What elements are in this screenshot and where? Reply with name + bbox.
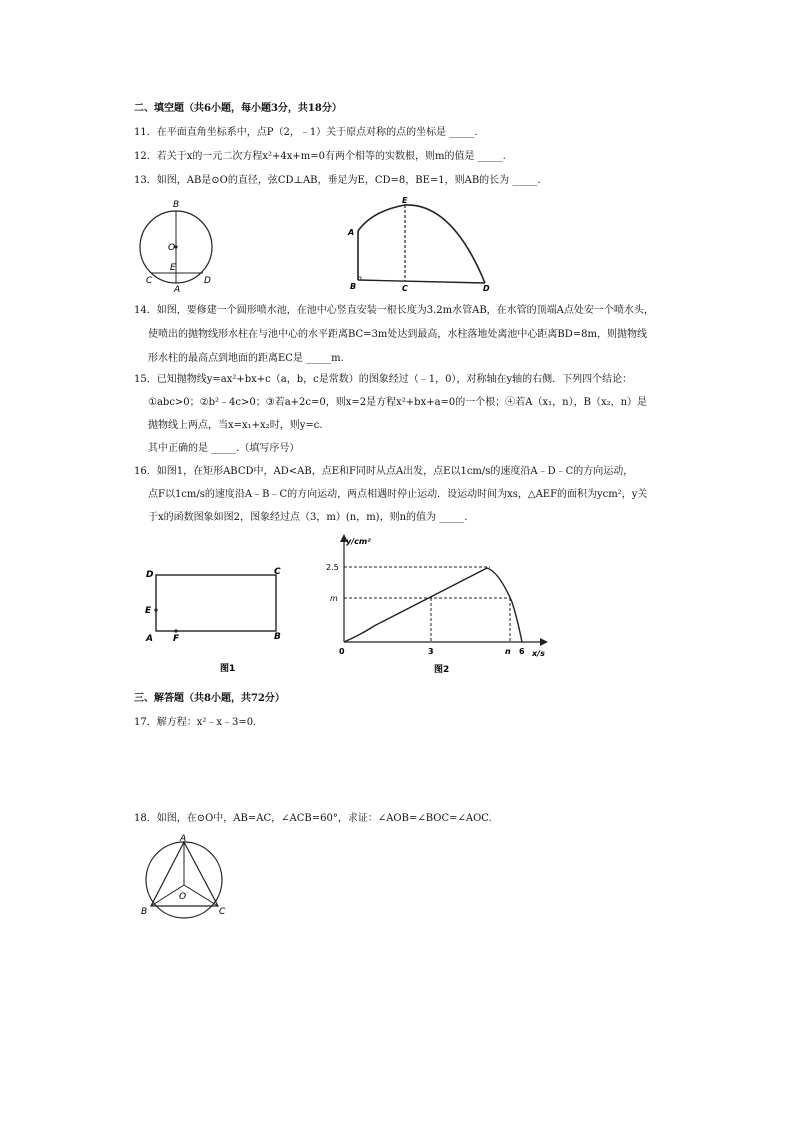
- section3-header: 三、解答题（共8小题，共72分）: [134, 693, 285, 704]
- tick-0: 0: [339, 647, 345, 656]
- function-curve: [344, 568, 522, 642]
- figure-16-2-graph: [322, 532, 557, 675]
- label-d: D: [483, 284, 490, 293]
- label-c: C: [274, 567, 281, 577]
- label-b: B: [141, 907, 148, 917]
- question-14-line3: 形水柱的最高点到地面的距离EC是 _____m.: [148, 353, 344, 364]
- question-15-line3: 抛物线上两点，当x=x₁+x₂时，则y=c.: [148, 420, 323, 431]
- question-12: 12．若关于x的一元二次方程x²+4x+m=0有两个相等的实数根，则m的值是 _____.: [134, 151, 506, 162]
- x-axis-label: x/s: [532, 649, 545, 658]
- section2-header: 二、填空题（共6小题，每小题3分，共18分）: [134, 103, 342, 114]
- rectangle-abcd: [156, 575, 276, 631]
- figure-14-fountain: [342, 193, 497, 293]
- label-f: F: [173, 634, 180, 644]
- point-f: [174, 629, 177, 632]
- label-a: A: [174, 285, 181, 293]
- question-16-line1: 16．如图1，在矩形ABCD中，AD<AB，点E和F同时从点A出发，点E以1cm/s的速度沿A﹣D﹣C的方向运动，: [134, 466, 634, 477]
- label-c: C: [402, 284, 408, 293]
- point-e: [154, 608, 157, 611]
- figure-13-circle: [138, 195, 228, 293]
- tick-6: 6: [519, 647, 525, 656]
- question-14-line2: 使喷出的抛物线形水柱在与池中心的水平距离BC=3m处达到最高，水柱落地处离池中心距离BD=8m，则抛物线: [148, 329, 647, 340]
- label-d: D: [146, 570, 154, 580]
- label-b: B: [173, 200, 180, 210]
- question-15-line4: 其中正确的是 _____.（填写序号）: [148, 443, 300, 454]
- label-b: B: [274, 632, 281, 642]
- ground-bd: [358, 280, 485, 283]
- tick-n: n: [505, 647, 511, 656]
- label-c: C: [219, 907, 226, 917]
- question-11: 11．在平面直角坐标系中，点P（2，﹣1）关于原点对称的点的坐标是 _____.: [134, 127, 478, 138]
- label-c: C: [146, 276, 153, 286]
- label-o: O: [168, 243, 176, 253]
- label-o: O: [179, 892, 187, 902]
- label-a: A: [146, 634, 153, 644]
- question-16-line3: 于x的函数图象如图2，图象经过点（3，m）(n，m)，则n的值为 _____.: [148, 512, 468, 523]
- tick-m: m: [330, 594, 338, 603]
- label-e: E: [402, 196, 408, 205]
- tick-2-5: 2.5: [326, 563, 339, 572]
- label-e: E: [170, 263, 176, 273]
- label-a: A: [348, 228, 355, 237]
- x-axis-arrow: [540, 638, 548, 646]
- figure-18-circle: [136, 832, 236, 924]
- water-parabola: [358, 205, 485, 283]
- tick-3: 3: [428, 647, 434, 656]
- figure-16-1-rectangle: [140, 563, 300, 675]
- y-axis-label: y/cm²: [346, 537, 371, 546]
- label-a: A: [180, 834, 187, 844]
- question-15-line2: ①abc>0；②b²﹣4c>0；③若a+2c=0，则x=2是方程x²+bx+a=0的一个根；④若A（x₁，n），B（x₂，n）是: [148, 397, 648, 408]
- label-b: B: [350, 282, 357, 291]
- question-14-line1: 14．如图，要修建一个圆形喷水池，在池中心竖直安装一根长度为3.2m水管AB，在水管的顶端A点处安一个喷水头，: [134, 305, 654, 316]
- caption-fig1: 图1: [220, 664, 236, 674]
- question-17: 17．解方程：x²﹣x﹣3=0.: [134, 717, 257, 728]
- question-16-line2: 点F以1cm/s的速度沿A﹣B﹣C的方向运动，两点相遇时停止运动．设运动时间为xs，△AEF的面积为ycm²，y关: [148, 489, 648, 500]
- question-18: 18．如图，在⊙O中，AB=AC，∠ACB=60°，求证：∠AOB=∠BOC=∠AOC.: [134, 813, 492, 824]
- question-15-line1: 15．已知抛物线y=ax²+bx+c（a，b，c是常数）的图象经过（﹣1，0），对称轴在y轴的右侧．下列四个结论：: [134, 374, 633, 385]
- caption-fig2: 图2: [434, 665, 450, 675]
- label-e: E: [145, 606, 152, 616]
- label-d: D: [204, 276, 211, 286]
- question-13: 13．如图，AB是⊙O的直径，弦CD⊥AB，垂足为E，CD=8，BE=1，则AB的长为 _____.: [134, 175, 541, 186]
